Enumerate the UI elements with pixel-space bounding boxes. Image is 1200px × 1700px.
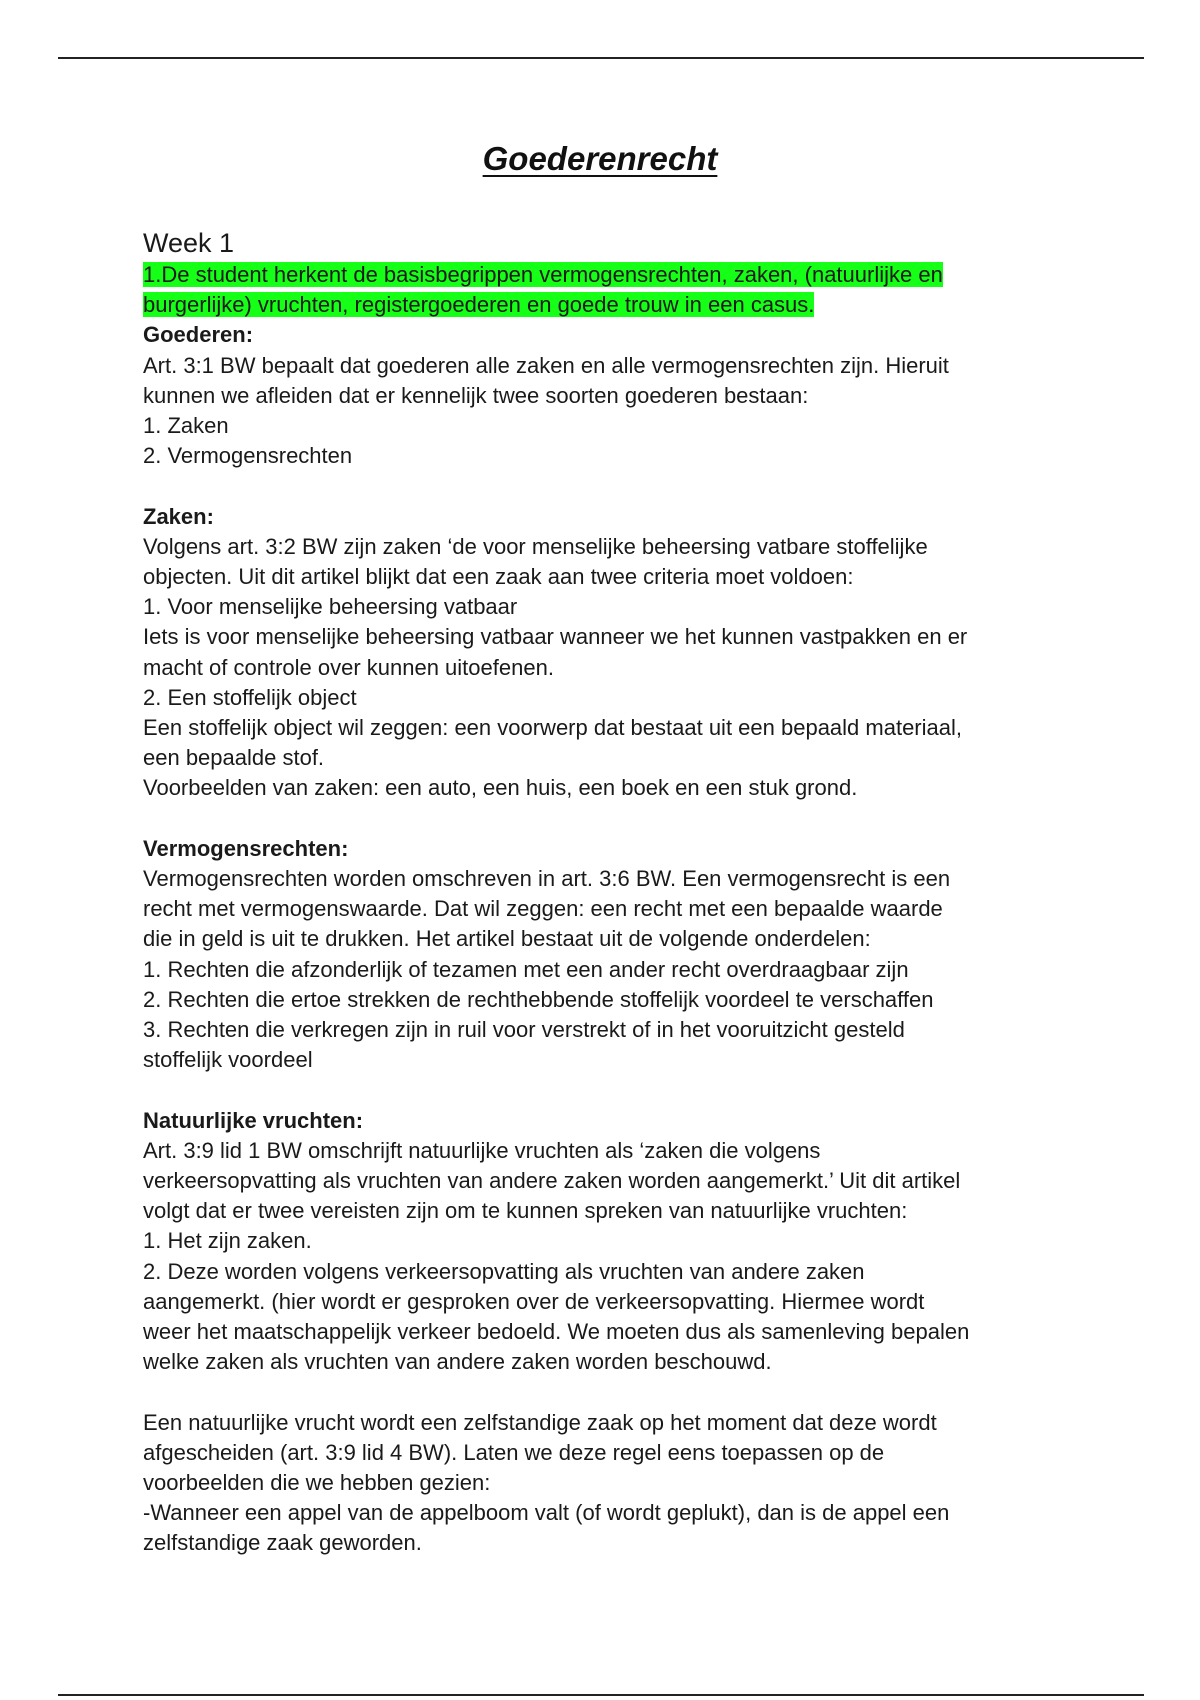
paragraph-line: volgt dat er twee vereisten zijn om te kunnen spreken van natuurlijke vruchten: <box>143 1198 908 1224</box>
spacer <box>143 1377 1063 1407</box>
paragraph-line: Vermogensrechten worden omschreven in art. 3:6 BW. Een vermogensrecht is een <box>143 866 951 892</box>
paragraph-line: zelfstandige zaak geworden. <box>143 1530 422 1556</box>
paragraph-line: Voorbeelden van zaken: een auto, een huis, een boek en een stuk grond. <box>143 775 858 801</box>
list-item: 1. Het zijn zaken. <box>143 1228 312 1254</box>
list-item: 1. Rechten die afzonderlijk of tezamen met een ander recht overdraagbaar zijn <box>143 956 909 982</box>
list-item: 2. Rechten die ertoe strekken de rechthebbende stoffelijk voordeel te verschaffen <box>143 986 934 1012</box>
list-item: 1. Voor menselijke beheersing vatbaar <box>143 594 518 620</box>
section-heading: Natuurlijke vruchten: <box>143 1107 364 1133</box>
paragraph-line: kunnen we afleiden dat er kennelijk twee soorten goederen bestaan: <box>143 382 809 408</box>
paragraph-line: verkeersopvatting als vruchten van andere zaken worden aangemerkt.’ Uit dit artikel <box>143 1168 961 1194</box>
paragraph-line: welke zaken als vruchten van andere zaken worden beschouwd. <box>143 1349 772 1375</box>
section-natuurlijke-vruchten <box>143 1106 1063 1559</box>
paragraph-line: voorbeelden die we hebben gezien: <box>143 1470 491 1496</box>
section-zaken <box>143 502 1063 804</box>
paragraph-line: aangemerkt. (hier wordt er gesproken over de verkeersopvatting. Hiermee wordt <box>143 1288 925 1314</box>
section-heading: Zaken: <box>143 503 214 529</box>
document-body <box>143 226 1063 1559</box>
section-goederen <box>143 320 1063 471</box>
paragraph-line: Art. 3:1 BW bepaalt dat goederen alle zaken en alle vermogensrechten zijn. Hieruit <box>143 352 949 378</box>
section-heading: Vermogensrechten: <box>143 835 349 861</box>
paragraph-line: macht of controle over kunnen uitoefenen. <box>143 654 554 680</box>
paragraph-line: die in geld is uit te drukken. Het artikel bestaat uit de volgende onderdelen: <box>143 926 871 952</box>
spacer <box>143 1075 1063 1105</box>
spacer <box>143 471 1063 501</box>
objective-line-1: 1.De student herkent de basisbegrippen vermogensrechten, zaken, (natuurlijke en <box>143 262 943 287</box>
paragraph-line: -Wanneer een appel van de appelboom valt (of wordt geplukt), dan is de appel een <box>143 1500 950 1526</box>
list-item: 2. Een stoffelijk object <box>143 684 357 710</box>
spacer <box>143 804 1063 834</box>
top-rule <box>58 57 1144 59</box>
paragraph-line: Een natuurlijke vrucht wordt een zelfstandige zaak op het moment dat deze wordt <box>143 1409 937 1435</box>
paragraph-line: objecten. Uit dit artikel blijkt dat een zaak aan twee criteria moet voldoen: <box>143 564 854 590</box>
list-item: 1. Zaken <box>143 413 229 439</box>
list-item: 3. Rechten die verkregen zijn in ruil voor verstrekt of in het vooruitzicht gesteld <box>143 1017 905 1043</box>
bottom-rule <box>58 1694 1144 1696</box>
objective-line-2: burgerlijke) vruchten, registergoederen en goede trouw in een casus. <box>143 292 815 318</box>
list-item: stoffelijk voordeel <box>143 1047 313 1073</box>
list-item: 2. Vermogensrechten <box>143 443 353 469</box>
paragraph-line: Een stoffelijk object wil zeggen: een voorwerp dat bestaat uit een bepaald materiaal, <box>143 715 962 741</box>
section-heading: Goederen: <box>143 322 254 348</box>
list-item: 2. Deze worden volgens verkeersopvatting als vruchten van andere zaken <box>143 1258 865 1284</box>
paragraph-line: Volgens art. 3:2 BW zijn zaken ‘de voor menselijke beheersing vatbare stoffelijke <box>143 533 928 559</box>
page-title: Goederenrecht <box>482 140 718 177</box>
section-vermogensrechten <box>143 834 1063 1076</box>
paragraph-line: Art. 3:9 lid 1 BW omschrijft natuurlijke vruchten als ‘zaken die volgens <box>143 1137 821 1163</box>
week-heading: Week 1 <box>143 228 235 258</box>
paragraph-line: weer het maatschappelijk verkeer bedoeld. We moeten dus als samenleving bepalen <box>143 1319 970 1345</box>
paragraph-line: een bepaalde stof. <box>143 745 325 771</box>
learning-objective <box>143 260 1063 320</box>
paragraph-line: Iets is voor menselijke beheersing vatbaar wanneer we het kunnen vastpakken en er <box>143 624 968 650</box>
paragraph-line: afgescheiden (art. 3:9 lid 4 BW). Laten we deze regel eens toepassen op de <box>143 1439 885 1465</box>
paragraph-line: recht met vermogenswaarde. Dat wil zeggen: een recht met een bepaalde waarde <box>143 896 943 922</box>
